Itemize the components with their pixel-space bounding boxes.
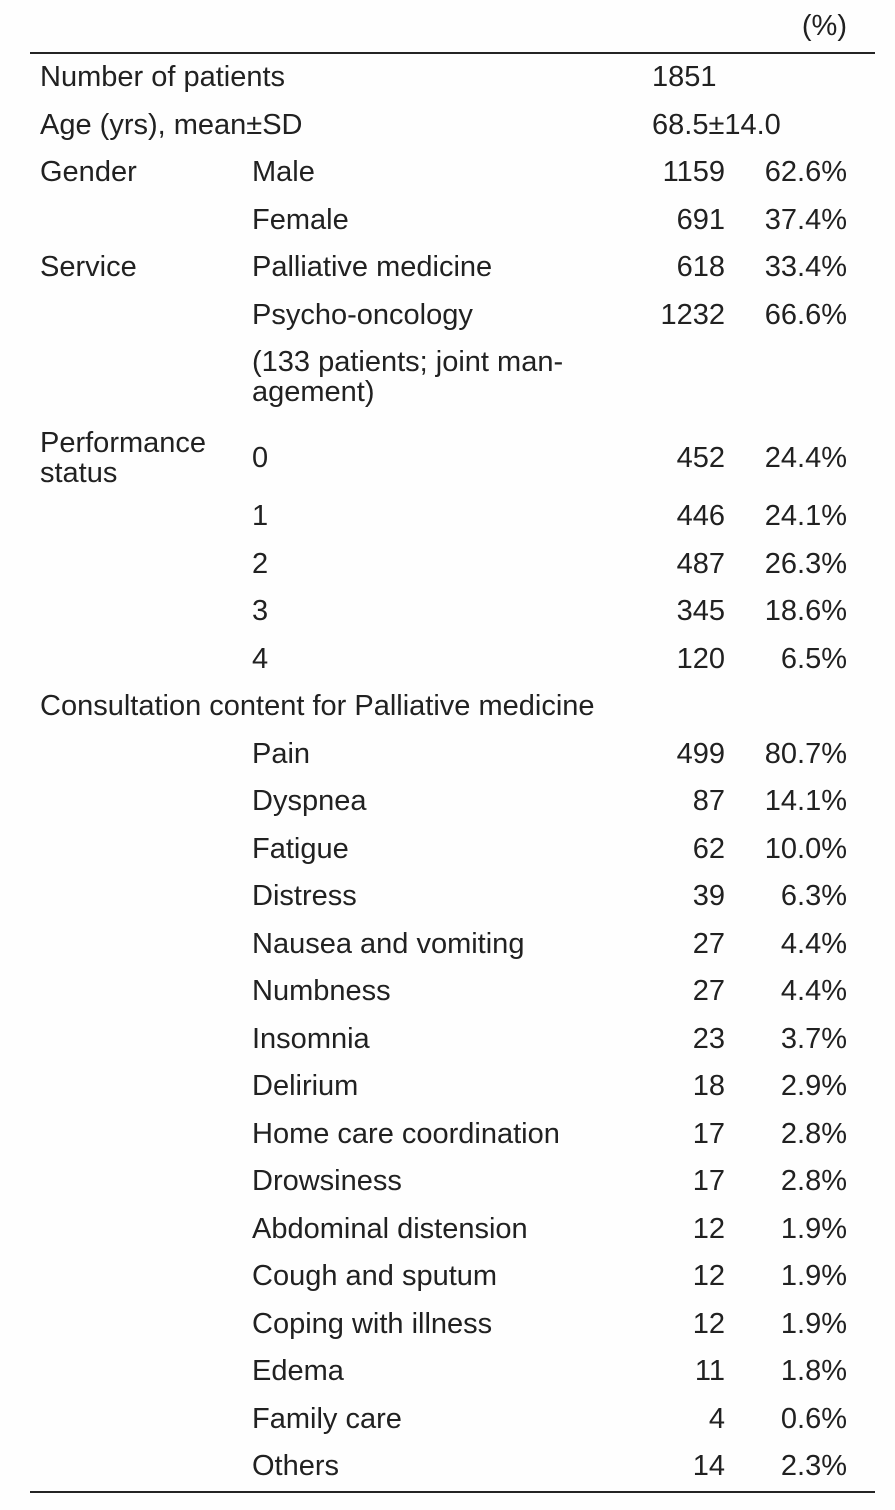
- count-cell: 120: [676, 642, 725, 675]
- count-cell: 11: [694, 1355, 725, 1388]
- percent-cell: 66.6%: [764, 298, 847, 331]
- count-cell: 18: [692, 1070, 725, 1103]
- label-cell: Numbness: [252, 975, 391, 1008]
- percent-cell: 3.7%: [780, 1022, 847, 1055]
- table-row: [40, 244, 847, 292]
- table-row: [40, 149, 847, 197]
- row-label: Age (yrs), mean±SD: [40, 108, 303, 141]
- percent-cell: 6.5%: [780, 642, 847, 675]
- table-row-section: [40, 683, 847, 731]
- count-cell: 345: [676, 595, 725, 628]
- table-row: [40, 1443, 847, 1491]
- table-row: [40, 731, 847, 779]
- count-cell: 17: [692, 1117, 725, 1150]
- count-cell: 39: [692, 880, 725, 913]
- label-cell: Insomnia: [252, 1022, 370, 1055]
- percent-cell: 24.1%: [764, 500, 847, 533]
- table-row: [40, 778, 847, 826]
- label-cell: Pain: [252, 737, 311, 770]
- count-cell: 499: [676, 737, 725, 770]
- count-cell: 1159: [662, 156, 725, 189]
- label-cell: Delirium: [252, 1070, 359, 1103]
- count-cell: 62: [692, 832, 725, 865]
- label-cell: Nausea and vomiting: [252, 927, 525, 960]
- category-cell: Service: [40, 251, 137, 284]
- label-cell: 4: [252, 642, 269, 675]
- table-row: [40, 1348, 847, 1396]
- table-row-merged: [40, 102, 847, 150]
- label-cell: Fatigue: [252, 832, 349, 865]
- category-cell: Performance status: [40, 427, 207, 489]
- percent-cell: 33.4%: [764, 251, 847, 284]
- table-row: [40, 493, 847, 541]
- label-cell: 0: [252, 441, 269, 474]
- count-cell: 27: [692, 927, 725, 960]
- percent-cell: 2.8%: [780, 1117, 847, 1150]
- section-label: Consultation content for Palliative medicine: [40, 690, 595, 723]
- table-header-row: [40, 0, 847, 52]
- table-row: [40, 292, 847, 340]
- table-body: [40, 54, 847, 1491]
- table-row: [40, 197, 847, 245]
- label-cell: Edema: [252, 1355, 344, 1388]
- percent-cell: 80.7%: [764, 737, 847, 770]
- table-row: [40, 588, 847, 636]
- count-cell: 691: [676, 203, 725, 236]
- label-cell: Dyspnea: [252, 785, 367, 818]
- percent-cell: 37.4%: [764, 203, 847, 236]
- table-row: [40, 1111, 847, 1159]
- count-cell: 27: [692, 975, 725, 1008]
- percent-cell: 62.6%: [764, 156, 847, 189]
- count-cell: 17: [692, 1165, 725, 1198]
- row-label: Number of patients: [40, 61, 286, 94]
- percent-cell: 1.8%: [780, 1355, 847, 1388]
- table-row: [40, 541, 847, 589]
- row-value: 1851: [652, 61, 717, 94]
- table-row: [40, 1253, 847, 1301]
- percent-cell: 14.1%: [764, 785, 847, 818]
- table-row: [40, 1301, 847, 1349]
- label-cell: Coping with illness: [252, 1307, 493, 1340]
- table-row: [40, 1396, 847, 1444]
- note-line: (133 patients; joint man-: [252, 346, 564, 378]
- table-row: [40, 1016, 847, 1064]
- percent-cell: 18.6%: [764, 595, 847, 628]
- count-cell: 618: [676, 251, 725, 284]
- note-line: agement): [252, 376, 375, 408]
- count-cell: 487: [676, 547, 725, 580]
- count-cell: 1232: [660, 298, 725, 331]
- table-row: [40, 921, 847, 969]
- percent-cell: 2.3%: [780, 1450, 847, 1483]
- table-row-note: [40, 339, 847, 423]
- note-cell: [252, 347, 630, 407]
- label-cell: Psycho-oncology: [252, 298, 473, 331]
- count-cell: 12: [692, 1307, 725, 1340]
- percent-cell: 4.4%: [780, 927, 847, 960]
- label-cell: Drowsiness: [252, 1165, 402, 1198]
- count-cell: 14: [692, 1450, 725, 1483]
- table-row: [40, 968, 847, 1016]
- percent-cell: 4.4%: [780, 975, 847, 1008]
- count-cell: 23: [692, 1022, 725, 1055]
- label-cell: Distress: [252, 880, 357, 913]
- label-cell: Palliative medicine: [252, 251, 493, 284]
- percent-cell: 26.3%: [764, 547, 847, 580]
- percent-cell: 10.0%: [764, 832, 847, 865]
- label-cell: Others: [252, 1450, 340, 1483]
- table-row: [40, 873, 847, 921]
- label-cell: Female: [252, 203, 349, 236]
- label-cell: Male: [252, 156, 315, 189]
- count-cell: 446: [676, 500, 725, 533]
- table-row: [40, 1063, 847, 1111]
- table-row: [40, 1158, 847, 1206]
- percent-cell: 24.4%: [764, 441, 847, 474]
- label-cell: Abdominal distension: [252, 1212, 528, 1245]
- percent-cell: 2.9%: [780, 1070, 847, 1103]
- table-row: [40, 636, 847, 684]
- table-row: [40, 826, 847, 874]
- percent-cell: 6.3%: [780, 880, 847, 913]
- label-cell: Family care: [252, 1402, 402, 1435]
- table-row-merged: [40, 54, 847, 102]
- label-cell: 3: [252, 595, 269, 628]
- label-cell: 2: [252, 547, 269, 580]
- percent-cell: 1.9%: [780, 1307, 847, 1340]
- percent-cell: 1.9%: [780, 1260, 847, 1293]
- percent-cell: 2.8%: [780, 1165, 847, 1198]
- bottom-rule: [30, 1491, 875, 1493]
- table-row: [40, 423, 847, 493]
- label-cell: 1: [252, 500, 269, 533]
- table-row: [40, 1206, 847, 1254]
- row-value: 68.5±14.0: [652, 108, 781, 141]
- label-cell: Home care coordination: [252, 1117, 560, 1150]
- count-cell: 12: [692, 1260, 725, 1293]
- category-cell: Gender: [40, 156, 137, 189]
- percent-cell: 1.9%: [780, 1212, 847, 1245]
- percent-column-header: (%): [801, 9, 847, 42]
- count-cell: 87: [692, 785, 725, 818]
- percent-cell: 0.6%: [780, 1402, 847, 1435]
- label-cell: Cough and sputum: [252, 1260, 498, 1293]
- count-cell: 4: [708, 1402, 725, 1435]
- count-cell: 452: [676, 441, 725, 474]
- count-cell: 12: [692, 1212, 725, 1245]
